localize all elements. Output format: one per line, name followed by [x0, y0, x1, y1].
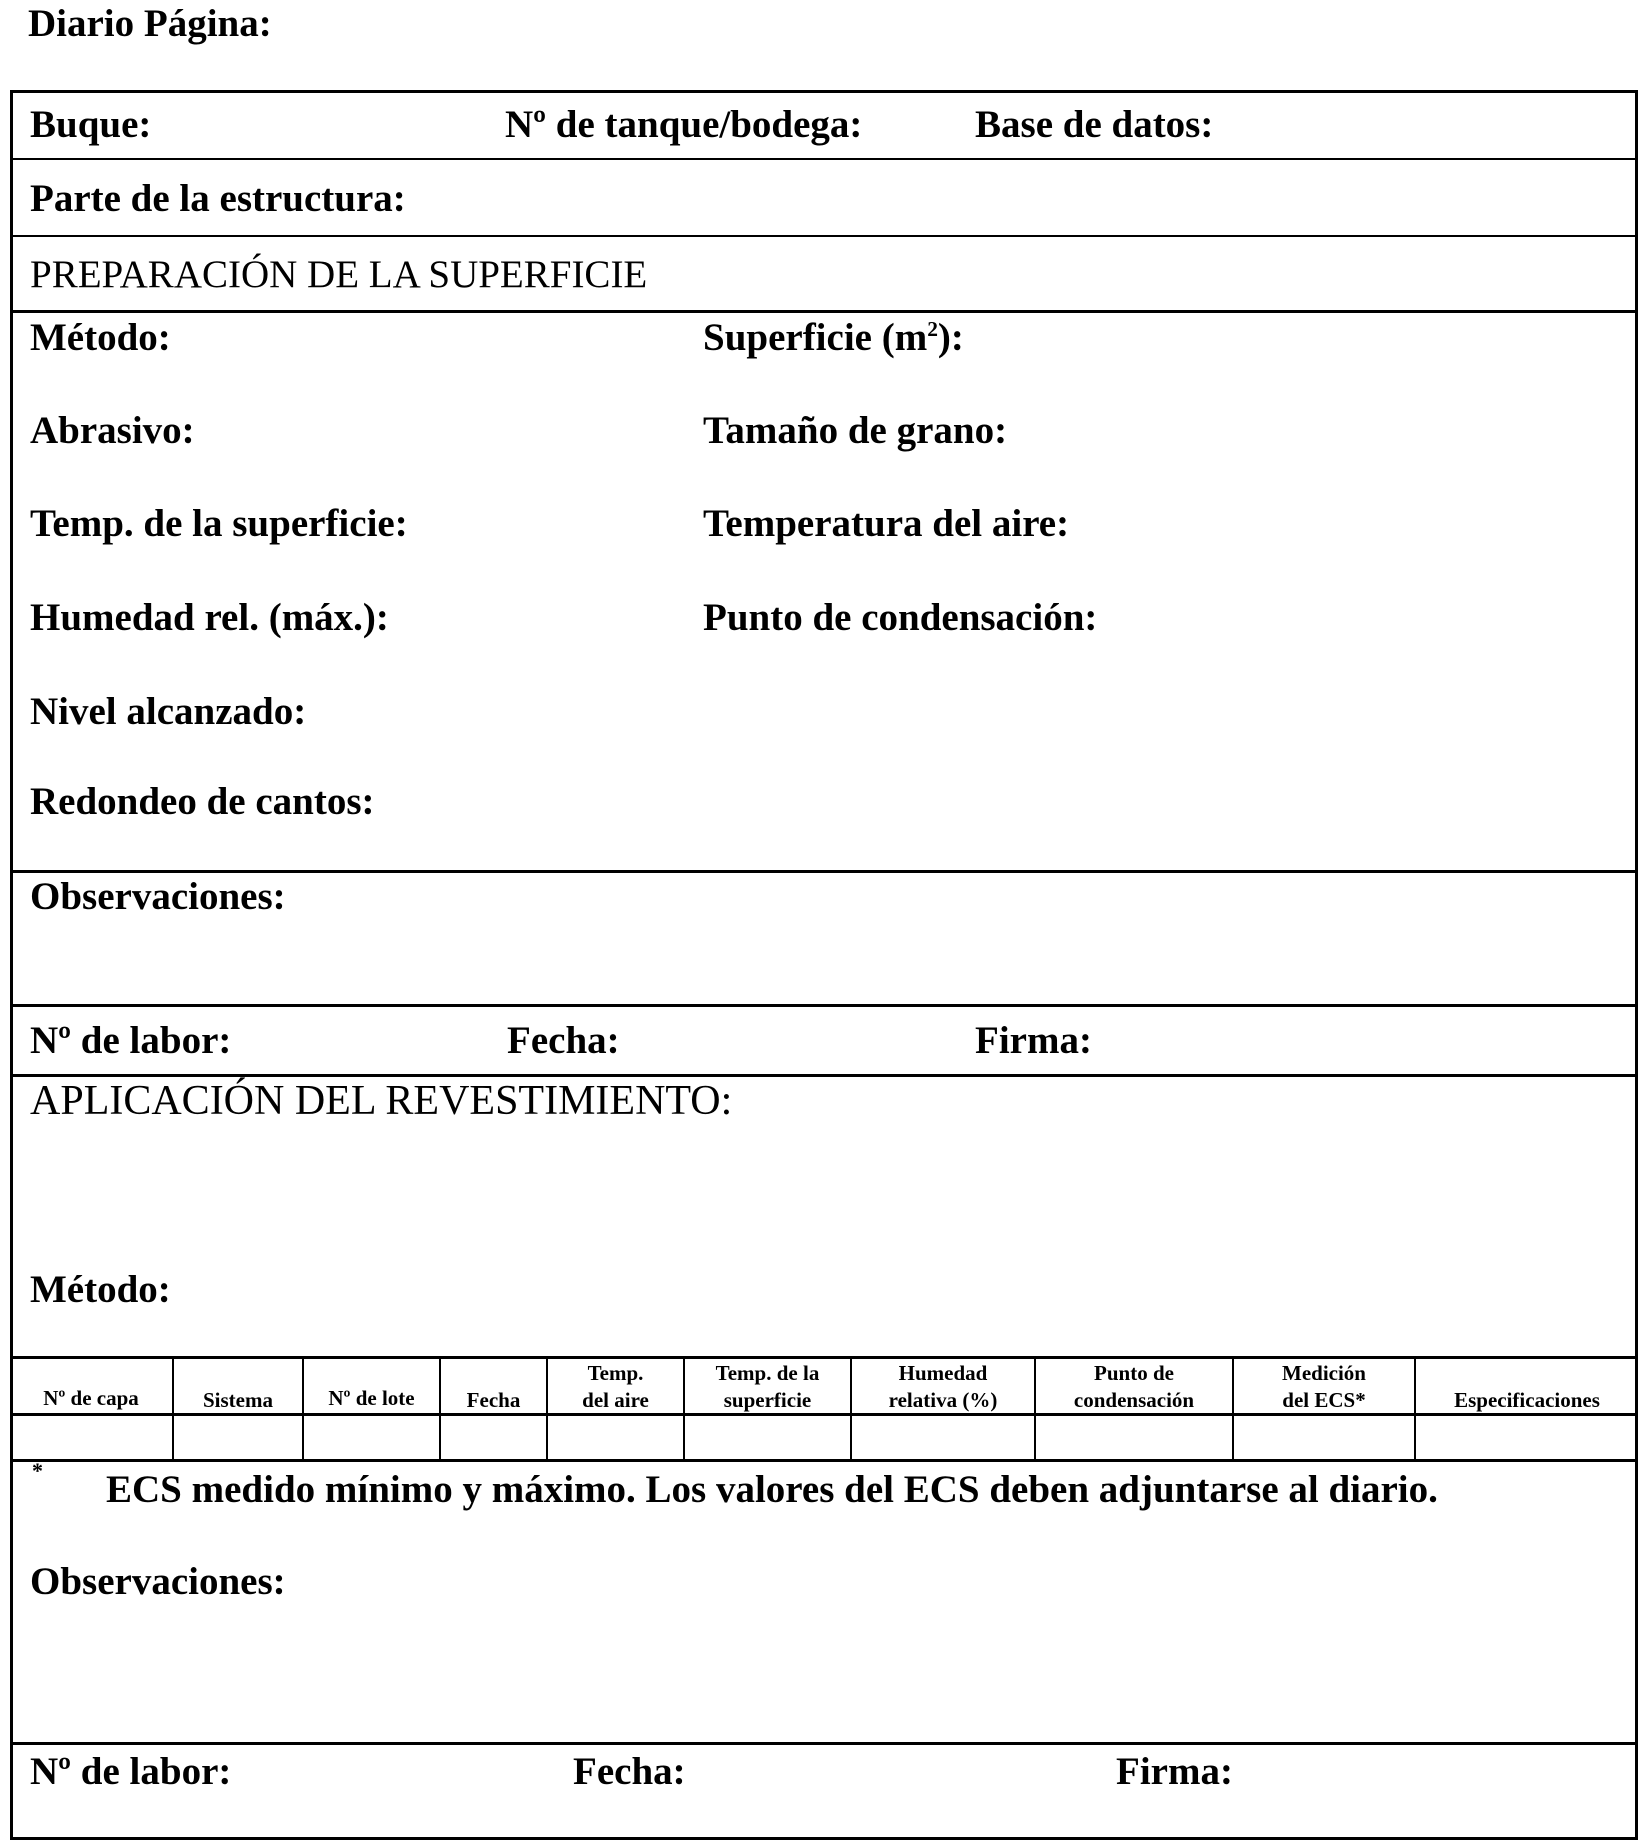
divider	[10, 158, 1638, 160]
table-bottom	[10, 1459, 1638, 1462]
table-top	[10, 1356, 1638, 1359]
table-header-especificaciones: Especificaciones	[1454, 1388, 1600, 1412]
section-title-preparacion: PREPARACIÓN DE LA SUPERFICIE	[30, 253, 648, 296]
metodo-label: Método:	[30, 316, 171, 359]
table-header-punto: Punto de condensación	[1073, 1361, 1195, 1412]
labor-label: Nº de labor:	[30, 1019, 232, 1062]
table-header-temp-aire: Temp. del aire	[582, 1361, 649, 1412]
superficie-label: Superficie $(m^2)$:	[703, 316, 964, 359]
abrasivo-label: Abrasivo:	[30, 409, 195, 452]
divider	[10, 1004, 1638, 1007]
divider	[10, 310, 1638, 313]
humedad-label: Humedad rel. (máx.):	[30, 596, 389, 639]
nivel-label: Nivel alcanzado:	[30, 690, 307, 733]
page-title: Diario Página:	[28, 2, 272, 45]
punto-condensacion-label: Punto de condensación:	[703, 596, 1098, 639]
observaciones-aplicacion-label: Observaciones:	[30, 1560, 286, 1603]
labor-label-2: Nº de labor:	[30, 1750, 232, 1793]
divider	[10, 235, 1638, 237]
table-header-temp-superficie: Temp. de la superficie	[715, 1361, 820, 1412]
divider	[10, 1074, 1638, 1077]
table-header-capa: Nº de capa	[43, 1386, 139, 1410]
firma-label-2: Firma:	[1116, 1750, 1233, 1793]
divider	[10, 870, 1638, 873]
observaciones-label: Observaciones:	[30, 875, 286, 918]
tanque-label: Nº de tanque/bodega:	[505, 103, 863, 146]
table-header-sistema: Sistema	[203, 1388, 273, 1412]
firma-label: Firma:	[975, 1019, 1092, 1062]
table-header-humedad: Humedad relativa (%)	[888, 1361, 998, 1412]
table-header-lote: Nº de lote	[328, 1386, 415, 1410]
footnote-text: ECS medido mínimo y máximo. Los valores del ECS deben adjuntarse al diario.	[106, 1468, 1438, 1511]
fecha-label-2: Fecha:	[573, 1750, 686, 1793]
divider	[10, 1742, 1638, 1745]
fecha-label: Fecha:	[507, 1019, 620, 1062]
table-header-fecha: Fecha	[466, 1388, 521, 1412]
section-title-aplicacion: APLICACIÓN DEL REVESTIMIENTO:	[30, 1078, 733, 1124]
metodo-aplicacion-label: Método:	[30, 1268, 171, 1311]
temp-aire-label: Temperatura del aire:	[703, 502, 1070, 545]
tamano-grano-label: Tamaño de grano:	[703, 409, 1008, 452]
table-header-ecs: Medición del ECS*	[1282, 1361, 1366, 1412]
temp-superficie-label: Temp. de la superficie:	[30, 502, 408, 545]
parte-estructura-label: Parte de la estructura:	[30, 177, 406, 220]
footnote-mark: *	[32, 1458, 43, 1483]
base-datos-label: Base de datos:	[975, 103, 1214, 146]
redondeo-label: Redondeo de cantos:	[30, 780, 375, 823]
buque-label: Buque:	[30, 103, 152, 146]
